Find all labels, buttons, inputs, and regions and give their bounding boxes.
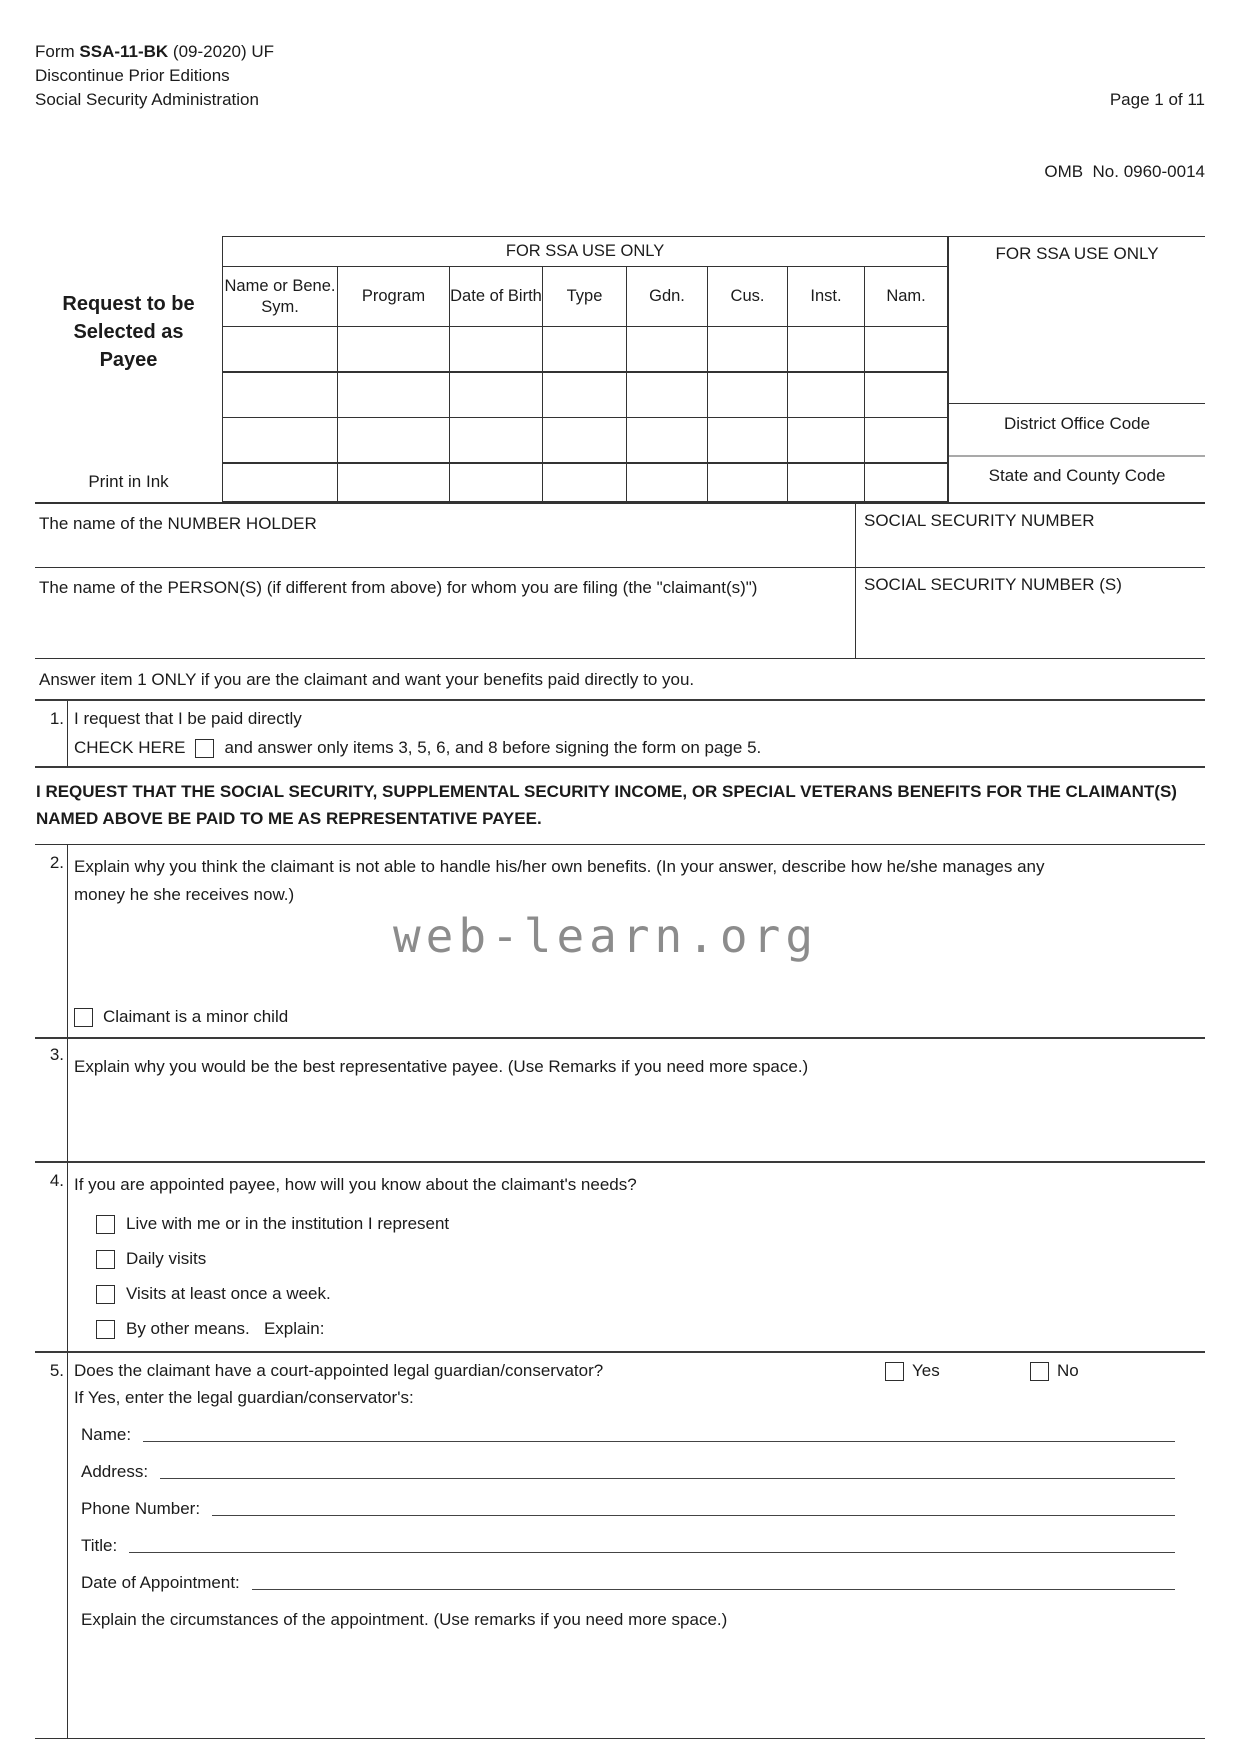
ssa-codes-write-area[interactable] (949, 264, 1205, 403)
if-yes-instruction: If Yes, enter the legal guardian/conservator's: (74, 1388, 414, 1407)
header-grid (35, 236, 1205, 504)
form-prefix: Form (35, 42, 80, 61)
item-5-prompt: Does the claimant have a court-appointed legal guardian/conservator? (74, 1361, 604, 1380)
appointment-date-label: Date of Appointment: (81, 1573, 240, 1592)
guardian-name-row (74, 1422, 1205, 1445)
item1-instruction: Answer item 1 ONLY if you are the claimant and want your benefits paid directly to you. (35, 659, 1205, 701)
item-3 (35, 1039, 1205, 1163)
col-gdn: Gdn. (627, 267, 708, 327)
guardian-yes-label: Yes (912, 1361, 940, 1380)
form-title: Request to be Selected as Payee (62, 293, 195, 371)
col-program: Program (338, 267, 450, 327)
other-means-checkbox[interactable] (96, 1320, 115, 1339)
live-with-me-checkbox[interactable] (96, 1215, 115, 1234)
guardian-address-row (74, 1459, 1205, 1482)
guardian-phone-row (74, 1496, 1205, 1519)
guardian-name-input-line[interactable] (143, 1423, 1175, 1442)
guardian-address-input-line[interactable] (160, 1460, 1175, 1479)
guardian-yes-checkbox[interactable] (885, 1362, 904, 1381)
form-id-block (35, 40, 274, 232)
print-in-ink-note: Print in Ink (88, 472, 169, 491)
ssa-codes-panel (948, 236, 1205, 502)
item-5 (35, 1353, 1205, 1739)
appointment-explain-write-area[interactable] (74, 1630, 1205, 1738)
item-1 (35, 701, 1205, 768)
item-5-number: 5. (35, 1353, 68, 1738)
guardian-phone-label: Phone Number: (81, 1499, 201, 1518)
item-2 (35, 845, 1205, 1039)
table-row (223, 418, 948, 464)
title-panel-spacer (35, 374, 222, 472)
col-type: Type (543, 267, 627, 327)
appointment-date-row (74, 1570, 1205, 1593)
title-panel (35, 236, 222, 502)
claimant-row (35, 568, 1205, 659)
item-5-content (68, 1353, 1205, 1738)
ssa-table-title: FOR SSA USE ONLY (223, 237, 948, 267)
number-holder-row (35, 504, 1205, 568)
guardian-no-option (1030, 1361, 1145, 1381)
minor-child-row (74, 1007, 1205, 1027)
check-here-label: CHECK HERE (74, 738, 186, 757)
live-with-me-label: Live with me or in the institution I represent (126, 1214, 450, 1233)
district-office-code-label: District Office Code (949, 403, 1205, 455)
item-4-number: 4. (35, 1163, 68, 1351)
option-live-with-me (96, 1214, 1205, 1234)
option-other-means (96, 1319, 1205, 1339)
item-1-line1: I request that I be paid directly (74, 709, 302, 728)
guardian-title-input-line[interactable] (129, 1534, 1175, 1553)
number-holder-field[interactable] (35, 504, 855, 567)
option-weekly-visits (96, 1284, 1205, 1304)
ssns-label: SOCIAL SECURITY NUMBER (S) (864, 575, 1122, 594)
weekly-visits-label: Visits at least once a week. (126, 1284, 331, 1303)
form-number: SSA-11-BK (79, 42, 169, 61)
item-3-write-area[interactable] (68, 1039, 1205, 1161)
page-omb-block (1044, 40, 1205, 232)
discontinue-line: Discontinue Prior Editions (35, 66, 230, 85)
ssn-label: SOCIAL SECURITY NUMBER (864, 511, 1095, 530)
other-means-label: By other means. Explain: (126, 1319, 325, 1338)
col-inst: Inst. (788, 267, 865, 327)
option-daily-visits (96, 1249, 1205, 1269)
item-1-after-checkbox: and answer only items 3, 5, 6, and 8 before signing the form on page 5. (224, 738, 762, 757)
minor-child-checkbox[interactable] (74, 1008, 93, 1027)
ssa-use-only-table (222, 236, 948, 502)
item-4 (35, 1163, 1205, 1353)
item-2-prompt: Explain why you think the claimant is not able to handle his/her own benefits. (In your answer, describe how he/she manages any money he she receives now.) (74, 857, 1045, 904)
form-suffix: (09-2020) UF (168, 42, 275, 61)
guardian-phone-input-line[interactable] (212, 1497, 1175, 1516)
guardian-no-label: No (1057, 1361, 1079, 1380)
item-3-prompt: Explain why you would be the best representative payee. (Use Remarks if you need more space.) (74, 1057, 809, 1076)
col-cus: Cus. (708, 267, 788, 327)
omb-number: OMB No. 0960-0014 (1044, 162, 1205, 181)
col-name-bene: Name or Bene. Sym. (223, 267, 338, 327)
guardian-name-label: Name: (81, 1425, 132, 1444)
watermark: web-learn.org (392, 909, 819, 963)
item-3-number: 3. (35, 1039, 68, 1161)
guardian-question-row (74, 1361, 1205, 1381)
item-1-number: 1. (35, 701, 68, 766)
table-row (223, 327, 948, 373)
page-header (35, 40, 1205, 232)
item-4-prompt: If you are appointed payee, how will you know about the claimant's needs? (74, 1175, 637, 1194)
item-2-write-area[interactable] (68, 845, 1205, 1037)
form-number-line (35, 40, 274, 64)
item-1-content (68, 701, 1205, 766)
col-nam: Nam. (865, 267, 948, 327)
pay-directly-checkbox[interactable] (195, 739, 214, 758)
page-count: Page 1 of 11 (1109, 90, 1205, 109)
item-4-content (68, 1163, 1205, 1351)
claimant-name-field[interactable] (35, 568, 855, 658)
guardian-no-checkbox[interactable] (1030, 1362, 1049, 1381)
weekly-visits-checkbox[interactable] (96, 1285, 115, 1304)
ssns-field[interactable] (855, 568, 1205, 658)
item-1-check-row (74, 738, 1205, 758)
number-holder-label: The name of the NUMBER HOLDER (39, 514, 317, 533)
appointment-explain-prompt: Explain the circumstances of the appointment. (Use remarks if you need more space.) (81, 1610, 728, 1629)
guardian-address-label: Address: (81, 1462, 149, 1481)
minor-child-label: Claimant is a minor child (103, 1007, 289, 1026)
guardian-title-label: Title: (81, 1536, 118, 1555)
daily-visits-label: Daily visits (126, 1249, 207, 1268)
item-2-number: 2. (35, 845, 68, 1037)
col-date-of-birth: Date of Birth (450, 267, 543, 327)
ssa-codes-title: FOR SSA USE ONLY (995, 244, 1159, 263)
ssn-field[interactable] (855, 504, 1205, 567)
daily-visits-checkbox[interactable] (96, 1250, 115, 1269)
claimant-name-label: The name of the PERSON(S) (if different from above) for whom you are filing (the "claimant(s)") (39, 578, 758, 597)
guardian-title-row (74, 1533, 1205, 1556)
appointment-date-input-line[interactable] (252, 1571, 1175, 1590)
state-county-code-label: State and County Code (949, 455, 1205, 502)
agency-line: Social Security Administration (35, 90, 259, 109)
guardian-yes-option (885, 1361, 1030, 1381)
table-row (223, 463, 948, 502)
representative-payee-statement: I REQUEST THAT THE SOCIAL SECURITY, SUPPLEMENTAL SECURITY INCOME, OR SPECIAL VETERANS BENEFITS FOR THE CLAIMANT(S) NAMED ABOVE BE PAID TO ME AS REPRESENTATIVE PAYEE. (35, 768, 1205, 845)
table-row (223, 372, 948, 418)
